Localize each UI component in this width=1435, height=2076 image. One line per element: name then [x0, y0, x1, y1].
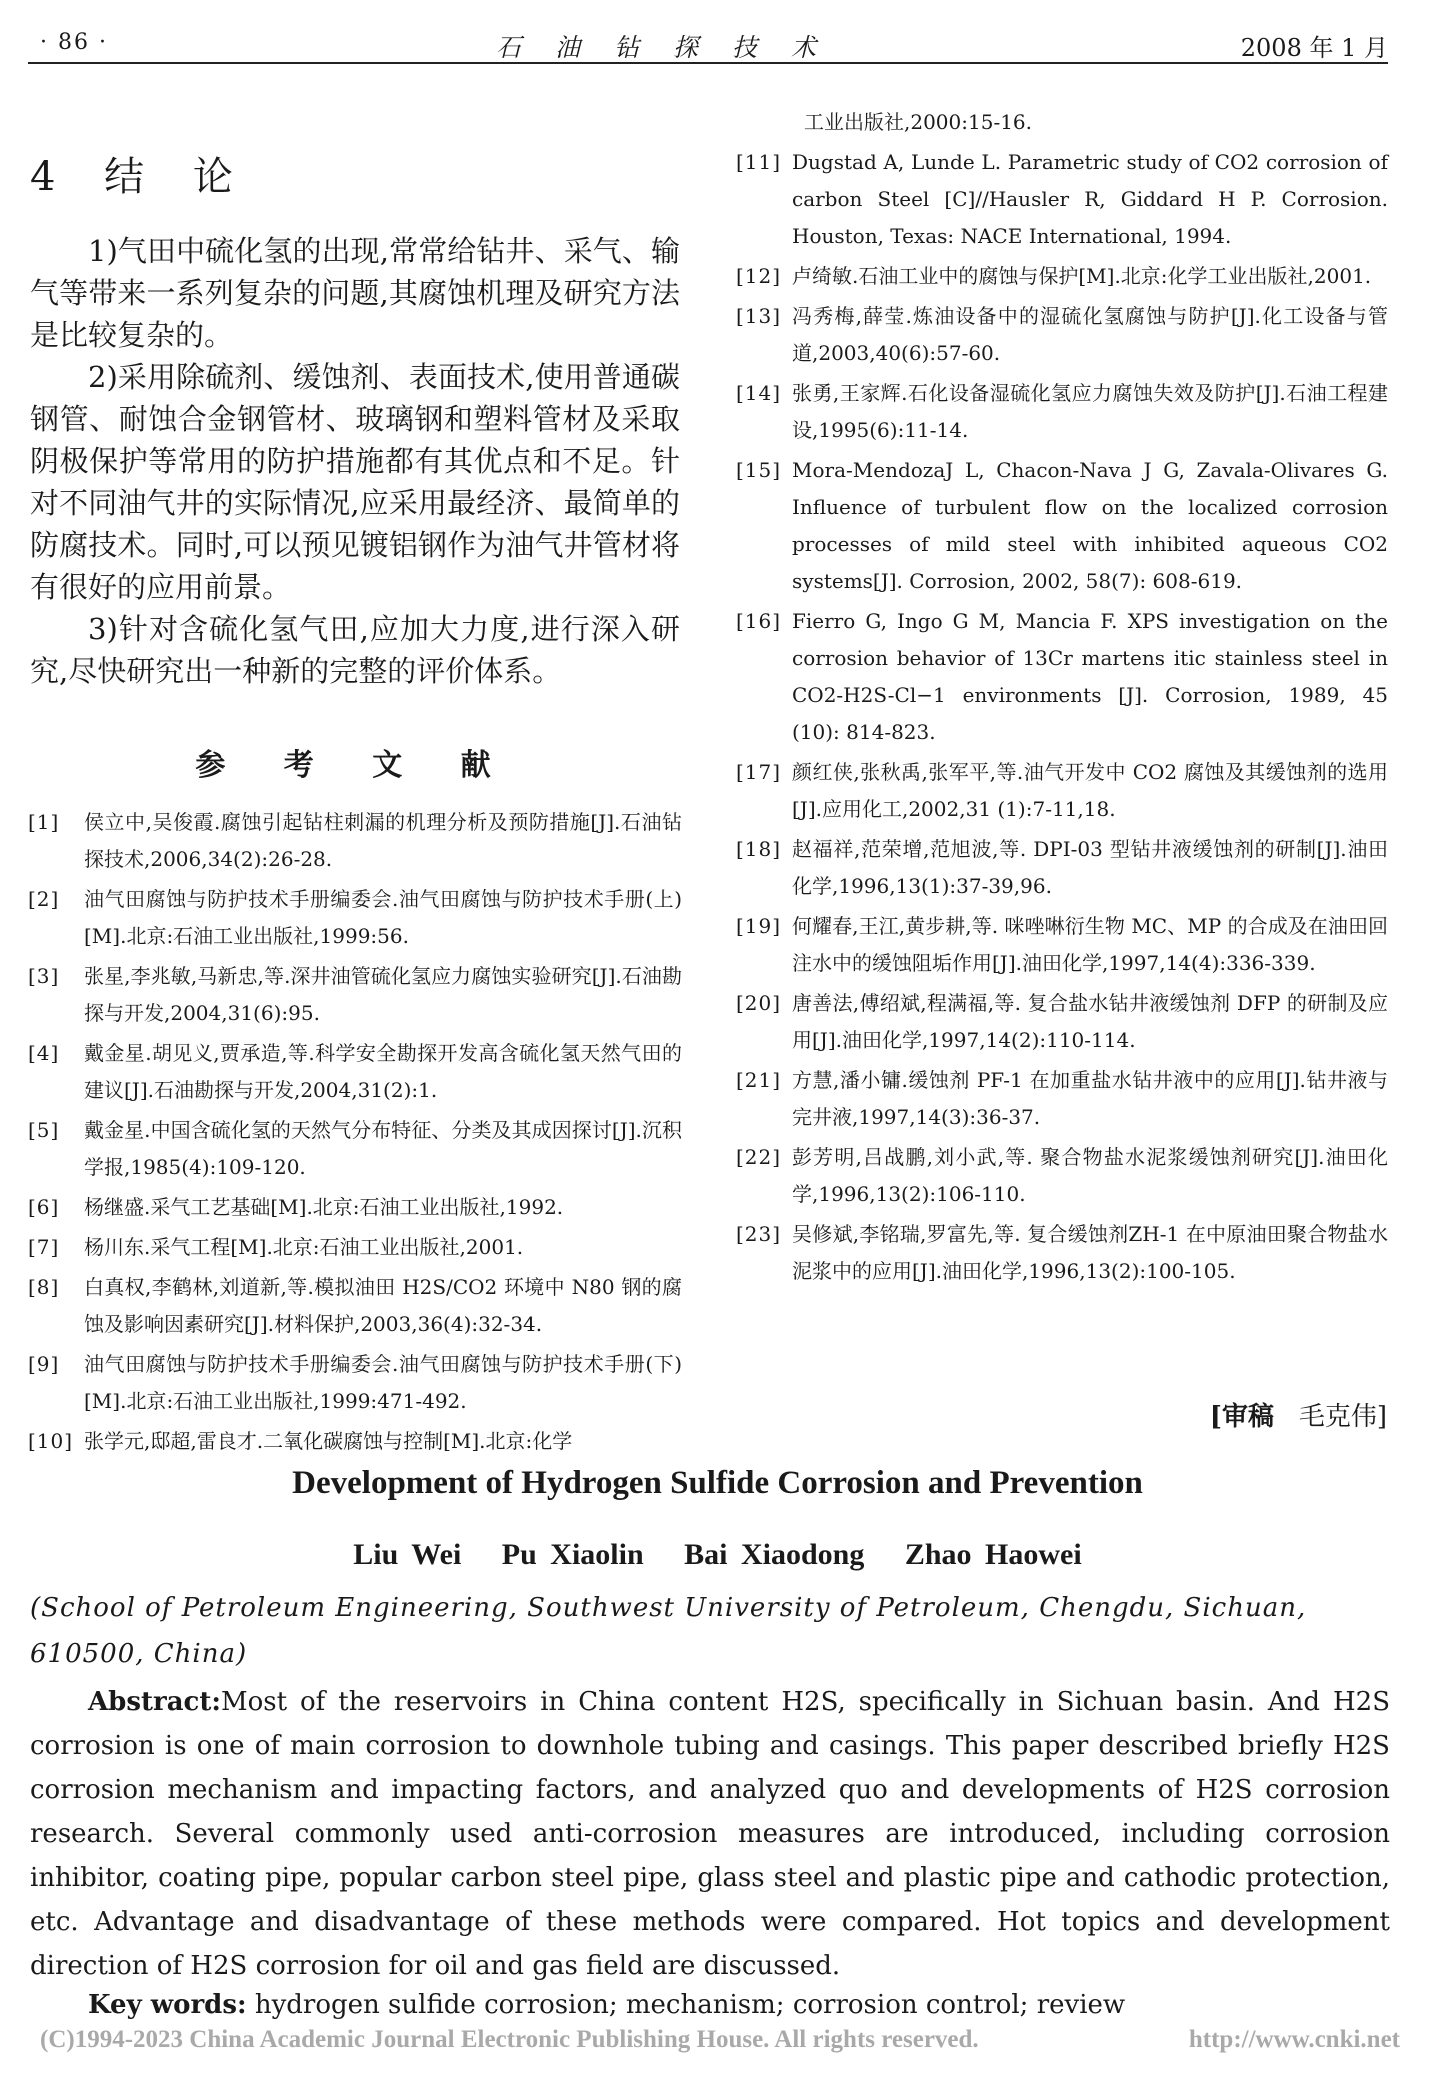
reference-number: [11] [736, 150, 782, 174]
reference-item [736, 754, 1388, 828]
reference-text: 侯立中,吴俊霞.腐蚀引起钻柱刺漏的机理分析及预防措施[J].石油钻探技术,2006,34(2):26-28. [84, 810, 682, 871]
references-right-column [736, 104, 1388, 1293]
reference-text: Mora-MendozaJ L, Chacon-Nava J G, Zavala-Olivares G. Influence of turbulent flow on the localized corrosion processes of mild steel with inhibited aqueous CO2 systems[J]. Corrosion, 2002, 58(7): 608-619. [792, 458, 1388, 593]
reference-number: [4] [28, 1041, 60, 1065]
reference-text: 赵福祥,范荣增,范旭波,等. DPI-03 型钻井液缓蚀剂的研制[J].油田化学,1996,13(1):37-39,96. [792, 837, 1388, 898]
reference-text: 彭芳明,吕战鹏,刘小武,等. 聚合物盐水泥浆缓蚀剂研究[J].油田化学,1996,13(2):106-110. [792, 1145, 1388, 1206]
copyright-text: (C)1994-2023 China Academic Journal Electronic Publishing House. All rights reserved. [40, 2026, 979, 2053]
reference-number: [22] [736, 1145, 782, 1169]
editor-name: 毛克伟] [1298, 1402, 1387, 1432]
reference-text: 方慧,潘小镛.缓蚀剂 PF-1 在加重盐水钻井液中的应用[J].钻井液与完井液,1997,14(3):36-37. [792, 1068, 1388, 1129]
references-left-column [28, 804, 682, 1463]
reference-number: [7] [28, 1235, 60, 1259]
reference-item [736, 375, 1388, 449]
reference-text: 油气田腐蚀与防护技术手册编委会.油气田腐蚀与防护技术手册(上)[M].北京:石油工业出版社,1999:56. [84, 887, 682, 948]
reference-number: [3] [28, 964, 60, 988]
reference-text: 冯秀梅,薛莹.炼油设备中的湿硫化氢腐蚀与防护[J].化工设备与管道,2003,40(6):57-60. [792, 304, 1388, 365]
reference-item [736, 831, 1388, 905]
reference-number: [20] [736, 991, 782, 1015]
reference-text: Dugstad A, Lunde L. Parametric study of CO2 corrosion of carbon Steel [C]//Hausler R, Giddard H P. Corrosion. Houston, Texas: NACE International, 1994. [792, 150, 1388, 248]
reference-number: [6] [28, 1195, 60, 1219]
english-affiliation: (School of Petroleum Engineering, Southwest University of Petroleum, Chengdu, Sichuan, 610500, China) [30, 1593, 1307, 1669]
reference-item [28, 1189, 682, 1226]
reference-item [28, 958, 682, 1032]
reference-number: [1] [28, 810, 60, 834]
reference-item [28, 1346, 682, 1420]
reference-text: 杨川东.采气工程[M].北京:石油工业出版社,2001. [84, 1235, 524, 1259]
conclusion-paragraph: 2)采用除硫剂、缓蚀剂、表面技术,使用普通碳钢管、耐蚀合金钢管材、玻璃钢和塑料管材及采取阴极保护等常用的防护措施都有其优点和不足。针对不同油气井的实际情况,应采用最经济、最简单的防腐技术。同时,可以预见镀铝钢作为油气井管材将有很好的应用前景。 [30, 360, 680, 604]
reference-number: [21] [736, 1068, 782, 1092]
reference-text: 白真权,李鹤林,刘道新,等.模拟油田 H2S/CO2 环境中 N80 钢的腐蚀及影响因素研究[J].材料保护,2003,36(4):32-34. [84, 1275, 682, 1336]
reference-continuation: 工业出版社,2000:15-16. [804, 110, 1033, 134]
reference-item [736, 452, 1388, 600]
reference-item [736, 1062, 1388, 1136]
reference-number: [10] [28, 1429, 74, 1453]
running-header [28, 18, 1388, 64]
reference-item [736, 603, 1388, 751]
reference-number: [2] [28, 887, 60, 911]
reference-text: 张学元,邸超,雷良才.二氧化碳腐蚀与控制[M].北京:化学 [84, 1429, 573, 1453]
copyright-footer [40, 2026, 1400, 2054]
reference-item [736, 144, 1388, 255]
reference-text: 戴金星.中国含硫化氢的天然气分布特征、分类及其成因探讨[J].沉积学报,1985(4):109-120. [84, 1118, 682, 1179]
english-title: Development of Hydrogen Sulfide Corrosion and Prevention [292, 1465, 1143, 1501]
reference-number: [19] [736, 914, 782, 938]
reference-number: [23] [736, 1222, 782, 1246]
reference-text: 卢绮敏.石油工业中的腐蚀与保护[M].北京:化学工业出版社,2001. [792, 264, 1372, 288]
abstract-label: Abstract: [88, 1687, 221, 1717]
reference-item [28, 1229, 682, 1266]
reference-text: 杨继盛.采气工艺基础[M].北京:石油工业出版社,1992. [84, 1195, 564, 1219]
cnki-link[interactable]: http://www.cnki.net [1188, 2026, 1400, 2053]
reference-item [28, 1423, 682, 1460]
reference-number: [12] [736, 264, 782, 288]
reference-text: 戴金星.胡见义,贾承造,等.科学安全勘探开发高含硫化氢天然气田的建议[J].石油勘探与开发,2004,31(2):1. [84, 1041, 682, 1102]
reference-number: [14] [736, 381, 782, 405]
reference-item [736, 1216, 1388, 1290]
conclusion-paragraph: 3)针对含硫化氢气田,应加大力度,进行深入研究,尽快研究出一种新的完整的评价体系。 [30, 612, 680, 688]
reference-item [736, 985, 1388, 1059]
reference-item [28, 804, 682, 878]
reference-item [28, 1112, 682, 1186]
issue-date: 2008 年 1 月 [1240, 34, 1388, 62]
reference-text: 吴修斌,李铭瑞,罗富先,等. 复合缓蚀剂ZH-1 在中原油田聚合物盐水泥浆中的应用[J].油田化学,1996,13(2):100-105. [792, 1222, 1388, 1283]
reference-text: 张勇,王家辉.石化设备湿硫化氢应力腐蚀失效及防护[J].石油工程建设,1995(6):11-14. [792, 381, 1388, 442]
keywords-text: hydrogen sulfide corrosion; mechanism; corrosion control; review [254, 1990, 1126, 2020]
reference-text: 颜红侠,张秋禹,张军平,等.油气开发中 CO2 腐蚀及其缓蚀剂的选用[J].应用化工,2002,31 (1):7-11,18. [792, 760, 1388, 821]
english-authors: Liu Wei Pu Xiaolin Bai Xiaodong Zhao Haowei [353, 1538, 1082, 1571]
reference-text: 张星,李兆敏,马新忠,等.深井油管硫化氢应力腐蚀实验研究[J].石油勘探与开发,2004,31(6):95. [84, 964, 682, 1025]
keywords-label: Key words: [88, 1990, 247, 2020]
reference-text: 何耀春,王江,黄步耕,等. 咪唑啉衍生物 MC、MP 的合成及在油田回注水中的缓蚀阻垢作用[J].油田化学,1997,14(4):336-339. [792, 914, 1388, 975]
reference-text: 唐善法,傅绍斌,程满福,等. 复合盐水钻井液缓蚀剂 DFP 的研制及应用[J].油田化学,1997,14(2):110-114. [792, 991, 1388, 1052]
references-heading: 参 考 文 献 [195, 748, 515, 783]
reference-number: [15] [736, 458, 782, 482]
reference-item [736, 258, 1388, 295]
conclusions [30, 230, 680, 692]
editor-note [1210, 1396, 1387, 1433]
section-title: 4 结 论 [30, 154, 251, 200]
reference-item [28, 1269, 682, 1343]
english-abstract [30, 1680, 1390, 1988]
page-number: · 86 · [40, 30, 108, 55]
reference-item [28, 1035, 682, 1109]
editor-label: [审稿 [1209, 1402, 1275, 1432]
reference-number: [18] [736, 837, 782, 861]
reference-text: 油气田腐蚀与防护技术手册编委会.油气田腐蚀与防护技术手册(下)[M].北京:石油工业出版社,1999:471-492. [84, 1352, 682, 1413]
reference-item [736, 1139, 1388, 1213]
reference-text: Fierro G, Ingo G M, Mancia F. XPS investigation on the corrosion behavior of 13Cr martens itic stainless steel in CO2-H2S-Cl−1 environments [J]. Corrosion, 1989, 45 (10): 814-823. [792, 609, 1388, 744]
reference-item [736, 298, 1388, 372]
reference-number: [9] [28, 1352, 60, 1376]
reference-number: [16] [736, 609, 782, 633]
conclusion-paragraph: 1)气田中硫化氢的出现,常常给钻井、采气、输气等带来一系列复杂的问题,其腐蚀机理及研究方法是比较复杂的。 [30, 234, 680, 352]
reference-number: [17] [736, 760, 782, 784]
journal-name: 石油钻探技术 [496, 33, 851, 62]
reference-item [736, 908, 1388, 982]
reference-number: [5] [28, 1118, 60, 1142]
english-keywords [88, 1990, 1125, 2020]
reference-item [28, 881, 682, 955]
reference-number: [13] [736, 304, 782, 328]
reference-number: [8] [28, 1275, 60, 1299]
abstract-text: Most of the reservoirs in China content H2S, specifically in Sichuan basin. And H2S corrosion is one of main corrosion to downhole tubing and casings. This paper described briefly H2S corrosion mechanism and impacting factors, and analyzed quo and developments of H2S corrosion research. Several commonly used anti-corrosion measures are introduced, including corrosion inhibitor, coating pipe, popular carbon steel pipe, glass steel and plastic pipe and cathodic protection, etc. Advantage and disadvantage of these methods were compared. Hot topics and development direction of H2S corrosion for oil and gas field are discussed. [30, 1687, 1390, 1981]
